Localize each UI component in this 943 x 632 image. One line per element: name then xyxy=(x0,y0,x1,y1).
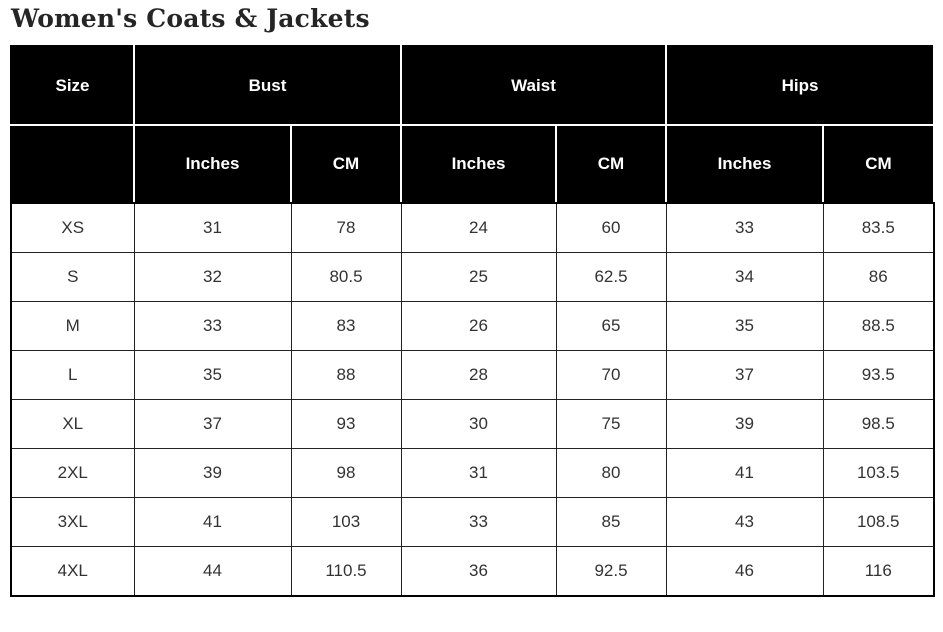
hips-inches-cell: 41 xyxy=(666,449,823,498)
header-hips-cm: CM xyxy=(823,125,934,203)
size-row-4xl xyxy=(11,547,934,597)
waist-inches-cell: 28 xyxy=(401,351,556,400)
hips-inches-cell: 35 xyxy=(666,302,823,351)
header-bust: Bust xyxy=(134,46,401,125)
hips-inches-cell: 34 xyxy=(666,253,823,302)
size-label-cell: 2XL xyxy=(11,449,134,498)
size-label-cell: XL xyxy=(11,400,134,449)
header-hips-inches: Inches xyxy=(666,125,823,203)
size-row-l xyxy=(11,351,934,400)
bust-inches-cell: 32 xyxy=(134,253,291,302)
waist-cm-cell: 80 xyxy=(556,449,666,498)
size-label-cell: S xyxy=(11,253,134,302)
header-waist-cm: CM xyxy=(556,125,666,203)
hips-inches-cell: 46 xyxy=(666,547,823,597)
waist-cm-cell: 65 xyxy=(556,302,666,351)
hips-cm-cell: 83.5 xyxy=(823,203,934,253)
bust-inches-cell: 37 xyxy=(134,400,291,449)
size-label-cell: 4XL xyxy=(11,547,134,597)
bust-inches-cell: 31 xyxy=(134,203,291,253)
hips-inches-cell: 33 xyxy=(666,203,823,253)
bust-cm-cell: 93 xyxy=(291,400,401,449)
size-row-s xyxy=(11,253,934,302)
hips-inches-cell: 43 xyxy=(666,498,823,547)
bust-inches-cell: 44 xyxy=(134,547,291,597)
size-row-xs xyxy=(11,203,934,253)
bust-cm-cell: 83 xyxy=(291,302,401,351)
size-row-xl xyxy=(11,400,934,449)
header-waist: Waist xyxy=(401,46,666,125)
waist-cm-cell: 75 xyxy=(556,400,666,449)
waist-cm-cell: 92.5 xyxy=(556,547,666,597)
header-waist-inches: Inches xyxy=(401,125,556,203)
header-unit-row xyxy=(11,125,934,203)
waist-inches-cell: 25 xyxy=(401,253,556,302)
waist-inches-cell: 31 xyxy=(401,449,556,498)
header-size: Size xyxy=(11,46,134,125)
bust-cm-cell: 78 xyxy=(291,203,401,253)
bust-cm-cell: 80.5 xyxy=(291,253,401,302)
hips-cm-cell: 108.5 xyxy=(823,498,934,547)
size-chart-table xyxy=(10,45,935,597)
size-label-cell: L xyxy=(11,351,134,400)
hips-cm-cell: 116 xyxy=(823,547,934,597)
header-group-row xyxy=(11,46,934,125)
waist-cm-cell: 62.5 xyxy=(556,253,666,302)
waist-inches-cell: 26 xyxy=(401,302,556,351)
size-label-cell: 3XL xyxy=(11,498,134,547)
page-title: Women's Coats & Jackets xyxy=(11,4,370,33)
bust-cm-cell: 103 xyxy=(291,498,401,547)
bust-cm-cell: 88 xyxy=(291,351,401,400)
waist-inches-cell: 33 xyxy=(401,498,556,547)
header-bust-cm: CM xyxy=(291,125,401,203)
size-label-cell: M xyxy=(11,302,134,351)
header-hips: Hips xyxy=(666,46,934,125)
size-row-2xl xyxy=(11,449,934,498)
waist-inches-cell: 36 xyxy=(401,547,556,597)
header-empty-cell xyxy=(11,125,134,203)
bust-inches-cell: 39 xyxy=(134,449,291,498)
waist-inches-cell: 24 xyxy=(401,203,556,253)
hips-cm-cell: 86 xyxy=(823,253,934,302)
bust-inches-cell: 33 xyxy=(134,302,291,351)
waist-cm-cell: 60 xyxy=(556,203,666,253)
bust-inches-cell: 35 xyxy=(134,351,291,400)
size-label-cell: XS xyxy=(11,203,134,253)
bust-cm-cell: 110.5 xyxy=(291,547,401,597)
hips-inches-cell: 39 xyxy=(666,400,823,449)
waist-inches-cell: 30 xyxy=(401,400,556,449)
size-row-m xyxy=(11,302,934,351)
hips-cm-cell: 93.5 xyxy=(823,351,934,400)
waist-cm-cell: 70 xyxy=(556,351,666,400)
size-row-3xl xyxy=(11,498,934,547)
bust-cm-cell: 98 xyxy=(291,449,401,498)
header-bust-inches: Inches xyxy=(134,125,291,203)
bust-inches-cell: 41 xyxy=(134,498,291,547)
waist-cm-cell: 85 xyxy=(556,498,666,547)
hips-cm-cell: 98.5 xyxy=(823,400,934,449)
hips-cm-cell: 103.5 xyxy=(823,449,934,498)
hips-cm-cell: 88.5 xyxy=(823,302,934,351)
hips-inches-cell: 37 xyxy=(666,351,823,400)
